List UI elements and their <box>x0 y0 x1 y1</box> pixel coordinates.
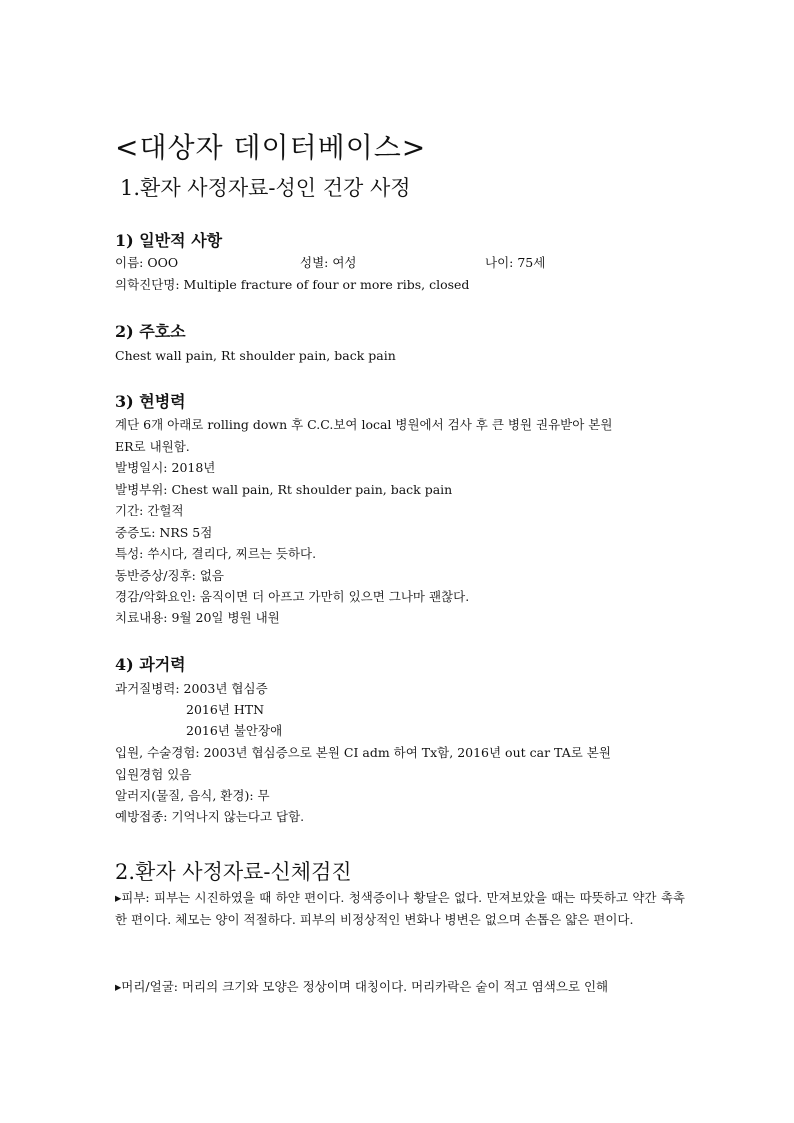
head-exam: ▸머리/얼굴: 머리의 크기와 모양은 정상이며 대칭이다. 머리카락은 숱이 적고 염색으로 인해 <box>115 979 609 994</box>
chief-complaint-heading: 2) 주호소 <box>115 322 186 341</box>
patient-age: 나이: 75세 <box>485 255 546 270</box>
aggravating-factors: 경감/악화요인: 움직이면 더 아프고 가만히 있으면 그나마 괜찮다. <box>115 589 470 604</box>
past-history-heading: 4) 과거력 <box>115 655 186 674</box>
past-illness: 2016년 HTN <box>186 702 265 717</box>
section-2-heading: 2.환자 사정자료-신체검진 <box>115 860 352 884</box>
chief-complaint-text: Chest wall pain, Rt shoulder pain, back pain <box>115 348 396 363</box>
patient-name: 이름: OOO <box>115 255 179 270</box>
present-illness-line: 계단 6개 아래로 rolling down 후 C.C.보여 local 병원에서 검사 후 큰 병원 권유받아 본원 <box>115 417 613 432</box>
onset-site: 발병부위: Chest wall pain, Rt shoulder pain, back pain <box>115 482 453 497</box>
present-illness-heading: 3) 현병력 <box>115 392 186 411</box>
allergy: 알러지(물질, 음식, 환경): 무 <box>115 788 270 803</box>
admission-history: 입원, 수술경험: 2003년 협심증으로 본원 CI adm 하여 Tx함, 2016년 out car TA로 본원 <box>115 745 611 760</box>
patient-sex: 성별: 여성 <box>300 255 357 270</box>
admission-history: 입원경험 있음 <box>115 767 192 782</box>
onset-date: 발병일시: 2018년 <box>115 460 216 475</box>
document-title: <대상자 데이터베이스> <box>115 131 427 164</box>
severity: 중증도: NRS 5점 <box>115 525 213 540</box>
past-illness: 과거질병력: 2003년 협심증 <box>115 681 268 696</box>
treatment: 치료내용: 9월 20일 병원 내원 <box>115 610 280 625</box>
medical-diagnosis: 의학진단명: Multiple fracture of four or more ribs, closed <box>115 277 470 292</box>
duration: 기간: 간헐적 <box>115 503 184 518</box>
section-1-heading: 1.환자 사정자료-성인 건강 사정 <box>120 176 411 200</box>
general-info-heading: 1) 일반적 사항 <box>115 231 223 250</box>
skin-exam: ▸피부: 피부는 시진하였을 때 하얀 편이다. 청색증이나 황달은 없다. 만져보았을 때는 따뜻하고 약간 촉촉한 편이다. 체모는 양이 적절하다. 피부의 비정상적인 변화나 병변은 없으며 손톱은 얇은 편이다. <box>115 890 685 927</box>
associated-symptoms: 동반증상/징후: 없음 <box>115 568 224 583</box>
vaccination: 예방접종: 기억나지 않는다고 답함. <box>115 809 305 824</box>
present-illness-line: ER로 내원함. <box>115 439 190 454</box>
past-illness: 2016년 불안장애 <box>186 723 283 738</box>
character: 특성: 쑤시다, 결리다, 찌르는 듯하다. <box>115 546 317 561</box>
